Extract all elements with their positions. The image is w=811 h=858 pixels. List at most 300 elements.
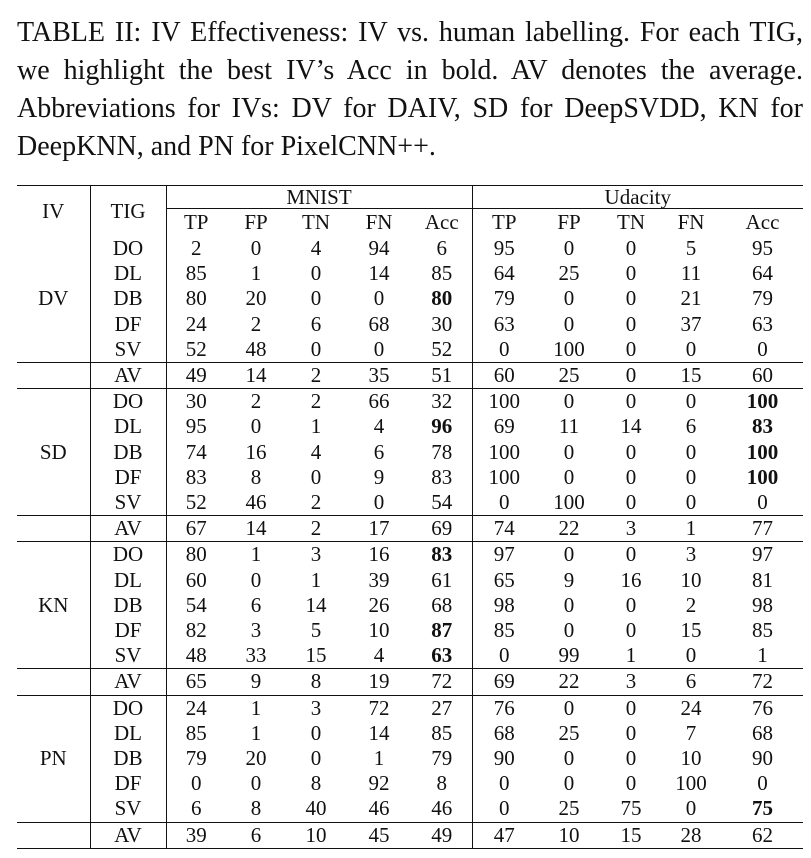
tig-label: DL [90, 568, 166, 593]
avg-cell-tn: 10 [286, 822, 346, 848]
tig-label-average: AV [90, 822, 166, 848]
cell-tp: 85 [493, 618, 515, 643]
column-header-acc: Acc [745, 210, 780, 234]
avg-cell-acc: 72 [412, 669, 472, 695]
cell-acc: 90 [752, 746, 774, 771]
cell-acc: 75 [752, 796, 774, 821]
tig-label: DF [90, 312, 166, 337]
cell-acc: 54 [412, 490, 472, 516]
avg-cell-fp: 14 [226, 363, 286, 389]
cell-tp: 90 [493, 746, 515, 771]
column-header-fp: FP [244, 210, 268, 234]
avg-cell-fn: 1 [660, 516, 722, 542]
table-body [17, 236, 803, 848]
avg-cell-tn: 3 [602, 669, 660, 695]
cell-tn: 0 [625, 490, 637, 515]
cell-tp: 100 [488, 464, 521, 489]
cell-acc: 100 [746, 439, 779, 464]
cell-fn: 14 [368, 261, 390, 286]
cell-fp: 1 [226, 695, 286, 721]
cell-acc: 95 [752, 236, 774, 260]
cell-fn: 0 [685, 643, 697, 668]
avg-cell-fn: 17 [346, 516, 412, 542]
avg-cell-fp: 14 [226, 516, 286, 542]
avg-cell-tp: 67 [166, 516, 226, 542]
cell-fn: 3 [660, 542, 722, 568]
cell-tp: 0 [499, 796, 510, 821]
cell-tn: 0 [625, 592, 637, 617]
header-tig: TIG [90, 186, 166, 237]
tig-label: SV [90, 490, 166, 516]
cell-tp: 95 [493, 236, 515, 260]
avg-cell-acc: 60 [722, 363, 803, 389]
cell-fp: 6 [250, 592, 262, 617]
column-header-tp: TP [492, 210, 517, 234]
cell-tp: 52 [185, 490, 207, 515]
cell-tn: 0 [625, 771, 637, 796]
cell-acc: 81 [752, 567, 774, 592]
cell-tp: 60 [185, 567, 207, 592]
cell-tn: 6 [310, 311, 322, 336]
cell-acc: 100 [722, 389, 803, 415]
column-header-fn: FN [365, 210, 393, 234]
cell-tn: 0 [310, 464, 322, 489]
cell-fp: 0 [536, 389, 602, 415]
tig-label: SV [90, 796, 166, 822]
cell-tp: 69 [493, 414, 515, 439]
cell-tn: 2 [286, 389, 346, 415]
cell-fn: 21 [680, 286, 702, 311]
cell-fn: 10 [680, 746, 702, 771]
cell-tn: 1 [310, 567, 322, 592]
cell-tp: 79 [493, 286, 515, 311]
cell-acc: 79 [412, 746, 472, 771]
cell-fn: 0 [685, 490, 697, 515]
avg-cell-tn: 3 [602, 516, 660, 542]
average-row [17, 363, 803, 389]
cell-acc: 85 [412, 261, 472, 286]
cell-tn: 1 [625, 643, 637, 668]
cell-tp: 54 [185, 592, 207, 617]
tig-label: DB [90, 593, 166, 618]
cell-acc: 27 [412, 695, 472, 721]
cell-fp: 11 [558, 414, 580, 439]
cell-tp: 79 [185, 746, 207, 771]
cell-fp: 0 [563, 236, 575, 260]
cell-fn: 2 [685, 592, 697, 617]
cell-fn: 66 [346, 389, 412, 415]
avg-cell-tn: 8 [286, 669, 346, 695]
avg-cell-fn: 45 [346, 822, 412, 848]
tig-label: DO [90, 695, 166, 721]
cell-tp: 83 [185, 464, 207, 489]
table-caption: TABLE II: IV Effectiveness: IV vs. human labelling. For each TIG, we highlight the best IV’s Acc in bold. AV denotes the average. Abbreviations for IVs: DV for DAIV, SD for DeepSVDD, KN for DeepKNN, and PN for PixelCNN++. [17, 17, 803, 162]
cell-fp: 25 [558, 796, 580, 821]
cell-fn: 10 [680, 567, 702, 592]
cell-fp: 1 [250, 261, 262, 286]
cell-tn: 0 [625, 311, 637, 336]
column-header-fp: FP [557, 210, 581, 234]
column-header-acc: Acc [412, 209, 472, 237]
cell-fp: 0 [563, 286, 575, 311]
cell-tp: 24 [166, 695, 226, 721]
cell-fn: 0 [373, 490, 385, 515]
cell-tp: 52 [185, 336, 207, 361]
cell-tn: 8 [310, 771, 322, 796]
header-dataset-mnist: MNIST [166, 186, 472, 209]
cell-acc: 83 [412, 465, 472, 490]
cell-acc: 96 [412, 414, 472, 439]
cell-acc: 76 [722, 695, 803, 721]
cell-fp: 8 [250, 464, 262, 489]
cell-fn: 6 [685, 414, 697, 439]
cell-tp: 85 [185, 261, 207, 286]
avg-cell-fp: 22 [536, 516, 602, 542]
tig-label: DO [90, 542, 166, 568]
cell-fp: 100 [553, 490, 585, 515]
avg-cell-acc: 51 [412, 363, 472, 389]
avg-cell-acc: 49 [412, 822, 472, 848]
avg-cell-tp: 69 [472, 669, 536, 695]
cell-fn: 0 [685, 796, 697, 821]
avg-cell-fn: 28 [660, 822, 722, 848]
cell-fn: 16 [346, 542, 412, 568]
iv-blank [17, 516, 90, 542]
cell-acc: 64 [752, 261, 774, 286]
avg-cell-tn: 15 [602, 822, 660, 848]
cell-tn: 15 [305, 643, 327, 668]
cell-fp: 0 [563, 771, 575, 796]
cell-fn: 39 [368, 567, 390, 592]
cell-fn: 100 [675, 771, 707, 796]
cell-tp: 74 [185, 439, 207, 464]
cell-fp: 20 [245, 286, 267, 311]
cell-fn: 1 [373, 746, 385, 771]
cell-fp: 46 [245, 490, 267, 515]
cell-tn: 3 [286, 542, 346, 568]
cell-tn: 0 [602, 389, 660, 415]
header-dataset-udacity: Udacity [472, 186, 803, 209]
cell-fp: 3 [250, 618, 262, 643]
table-row [17, 312, 803, 337]
cell-tn: 14 [305, 592, 327, 617]
cell-fp: 0 [563, 311, 575, 336]
iv-label: SD [17, 389, 90, 516]
table-row [17, 643, 803, 669]
cell-fp: 0 [563, 592, 575, 617]
tig-label: DF [90, 618, 166, 643]
cell-fn: 11 [680, 261, 702, 286]
cell-fp: 0 [250, 771, 262, 796]
cell-fn: 0 [685, 464, 697, 489]
avg-cell-tp: 74 [472, 516, 536, 542]
cell-fp: 0 [563, 618, 575, 643]
cell-fn: 15 [680, 618, 702, 643]
cell-fp: 25 [558, 261, 580, 286]
tig-label: DL [90, 414, 166, 439]
table-row [17, 542, 803, 568]
cell-tp: 95 [185, 414, 207, 439]
tig-label: DB [90, 746, 166, 771]
avg-cell-acc: 62 [722, 822, 803, 848]
column-header-fn: FN [677, 210, 705, 234]
cell-fn: 14 [368, 720, 390, 745]
iv-label: KN [17, 542, 90, 669]
cell-tn: 0 [310, 336, 322, 361]
cell-acc: 52 [412, 337, 472, 363]
cell-tn: 3 [286, 695, 346, 721]
cell-acc: 32 [412, 389, 472, 415]
cell-tp: 68 [493, 720, 515, 745]
cell-fn: 26 [368, 592, 390, 617]
cell-tn: 0 [625, 439, 637, 464]
average-row [17, 669, 803, 695]
avg-cell-fn: 35 [346, 363, 412, 389]
table-row [17, 568, 803, 593]
table-row [17, 414, 803, 439]
results-table [17, 185, 803, 849]
avg-cell-tp: 47 [472, 822, 536, 848]
cell-tp: 76 [472, 695, 536, 721]
table-row [17, 261, 803, 286]
cell-tn: 40 [305, 796, 327, 821]
header-iv: IV [17, 186, 90, 237]
cell-fn: 4 [373, 643, 385, 668]
cell-tn: 0 [602, 542, 660, 568]
cell-acc: 0 [757, 336, 768, 361]
column-header-tn: TN [302, 210, 330, 234]
cell-tn: 0 [625, 720, 637, 745]
cell-fp: 0 [563, 464, 575, 489]
cell-fp: 1 [226, 542, 286, 568]
avg-cell-fp: 25 [536, 363, 602, 389]
cell-fn: 9 [373, 464, 385, 489]
cell-fp: 33 [245, 643, 267, 668]
table-row [17, 337, 803, 363]
cell-tp: 0 [191, 771, 202, 796]
avg-cell-acc: 69 [412, 516, 472, 542]
cell-fn: 0 [373, 336, 385, 361]
avg-cell-fn: 6 [660, 669, 722, 695]
cell-tn: 1 [310, 414, 322, 439]
table-row [17, 695, 803, 721]
tig-label: SV [90, 643, 166, 669]
cell-tn: 2 [310, 490, 322, 515]
average-row [17, 516, 803, 542]
tig-label-average: AV [90, 363, 166, 389]
cell-fn: 0 [660, 389, 722, 415]
table-row [17, 236, 803, 261]
cell-acc: 98 [752, 592, 774, 617]
column-header-tn: TN [617, 210, 646, 234]
avg-cell-fn: 19 [346, 669, 412, 695]
table-row [17, 389, 803, 415]
table-row [17, 286, 803, 311]
cell-tp: 0 [499, 490, 510, 515]
cell-acc: 85 [752, 618, 774, 643]
cell-tn: 14 [620, 414, 642, 439]
cell-fp: 99 [558, 643, 580, 668]
cell-tp: 98 [493, 592, 515, 617]
iv-blank [17, 822, 90, 848]
table-row [17, 771, 803, 796]
cell-fn: 5 [685, 236, 697, 260]
cell-fn: 7 [685, 720, 697, 745]
cell-fp: 8 [250, 796, 262, 821]
cell-acc: 97 [722, 542, 803, 568]
avg-cell-tp: 65 [166, 669, 226, 695]
cell-tn: 0 [602, 695, 660, 721]
cell-acc: 61 [412, 568, 472, 593]
cell-tn: 0 [625, 464, 637, 489]
avg-cell-fp: 10 [536, 822, 602, 848]
cell-tn: 0 [625, 261, 637, 286]
avg-cell-tn: 2 [286, 516, 346, 542]
cell-fp: 0 [563, 746, 575, 771]
cell-acc: 83 [752, 414, 774, 439]
cell-fp: 25 [558, 720, 580, 745]
cell-tp: 65 [493, 567, 515, 592]
cell-tp: 0 [499, 771, 510, 796]
results-table-container [17, 185, 803, 849]
cell-acc: 78 [412, 440, 472, 465]
cell-tp: 97 [472, 542, 536, 568]
cell-fn: 72 [346, 695, 412, 721]
cell-tn: 0 [625, 746, 637, 771]
cell-fn: 0 [685, 439, 697, 464]
tig-label: DL [90, 721, 166, 746]
cell-fn: 0 [685, 336, 697, 361]
cell-tp: 63 [493, 311, 515, 336]
cell-tp: 85 [185, 720, 207, 745]
cell-tp: 82 [185, 618, 207, 643]
table-row [17, 746, 803, 771]
cell-acc: 80 [412, 286, 472, 311]
tig-label: DB [90, 440, 166, 465]
avg-cell-tn: 0 [602, 363, 660, 389]
cell-fp: 0 [250, 236, 262, 260]
cell-fp: 1 [250, 720, 262, 745]
cell-acc: 83 [412, 542, 472, 568]
tig-label: DF [90, 771, 166, 796]
cell-tp: 30 [166, 389, 226, 415]
cell-tp: 100 [472, 389, 536, 415]
avg-cell-fp: 6 [226, 822, 286, 848]
table-row [17, 796, 803, 822]
cell-fp: 0 [563, 439, 575, 464]
cell-acc: 68 [752, 720, 774, 745]
cell-fn: 68 [368, 311, 390, 336]
cell-tp: 80 [185, 286, 207, 311]
table-row [17, 440, 803, 465]
tig-label-average: AV [90, 516, 166, 542]
cell-acc: 46 [412, 796, 472, 822]
tig-label: DB [90, 286, 166, 311]
cell-acc: 6 [412, 236, 472, 261]
tig-label: DF [90, 465, 166, 490]
avg-cell-tp: 60 [472, 363, 536, 389]
table-row [17, 721, 803, 746]
iv-blank [17, 669, 90, 695]
cell-acc: 68 [412, 593, 472, 618]
cell-tp: 100 [488, 439, 521, 464]
tig-label: DO [90, 389, 166, 415]
cell-fn: 46 [368, 796, 390, 821]
iv-label: DV [17, 236, 90, 363]
avg-cell-acc: 72 [722, 669, 803, 695]
cell-fn: 10 [368, 618, 390, 643]
cell-tp: 2 [191, 236, 202, 260]
cell-tp: 80 [166, 542, 226, 568]
cell-tn: 5 [310, 618, 322, 643]
tig-label: DL [90, 261, 166, 286]
cell-fp: 0 [536, 695, 602, 721]
table-row [17, 490, 803, 516]
cell-tn: 4 [310, 439, 322, 464]
iv-blank [17, 363, 90, 389]
cell-tp: 0 [499, 336, 510, 361]
table-row [17, 593, 803, 618]
cell-fn: 37 [680, 311, 702, 336]
cell-tn: 0 [310, 261, 322, 286]
cell-acc: 30 [412, 312, 472, 337]
cell-fn: 4 [373, 414, 385, 439]
cell-acc: 85 [412, 721, 472, 746]
cell-tn: 0 [310, 720, 322, 745]
cell-fp: 2 [226, 389, 286, 415]
cell-acc: 87 [412, 618, 472, 643]
cell-tn: 16 [620, 567, 642, 592]
cell-acc: 63 [752, 311, 774, 336]
cell-tp: 24 [185, 311, 207, 336]
average-row [17, 822, 803, 848]
avg-cell-fp: 9 [226, 669, 286, 695]
iv-label: PN [17, 695, 90, 822]
cell-tn: 0 [625, 236, 637, 260]
cell-acc: 79 [752, 286, 774, 311]
cell-fp: 9 [563, 567, 575, 592]
cell-fn: 6 [373, 439, 385, 464]
cell-tn: 0 [625, 336, 637, 361]
cell-fp: 100 [553, 336, 585, 361]
cell-tp: 64 [493, 261, 515, 286]
cell-acc: 0 [757, 490, 768, 515]
cell-tp: 6 [191, 796, 202, 821]
avg-cell-tn: 2 [286, 363, 346, 389]
avg-cell-fp: 22 [536, 669, 602, 695]
cell-tp: 0 [499, 643, 510, 668]
cell-fn: 24 [660, 695, 722, 721]
cell-tn: 0 [625, 286, 637, 311]
cell-tp: 48 [185, 643, 207, 668]
cell-acc: 100 [746, 464, 779, 489]
cell-acc: 8 [412, 771, 472, 796]
cell-fp: 0 [250, 567, 262, 592]
cell-tn: 4 [310, 236, 322, 260]
table-row [17, 618, 803, 643]
tig-label-average: AV [90, 669, 166, 695]
cell-fp: 20 [245, 746, 267, 771]
cell-acc: 63 [412, 643, 472, 669]
cell-fn: 0 [373, 286, 385, 311]
cell-tn: 0 [310, 286, 322, 311]
cell-fp: 0 [536, 542, 602, 568]
cell-tn: 75 [620, 796, 642, 821]
avg-cell-tp: 39 [166, 822, 226, 848]
cell-acc: 1 [757, 643, 768, 668]
avg-cell-acc: 77 [722, 516, 803, 542]
cell-acc: 0 [757, 771, 768, 796]
